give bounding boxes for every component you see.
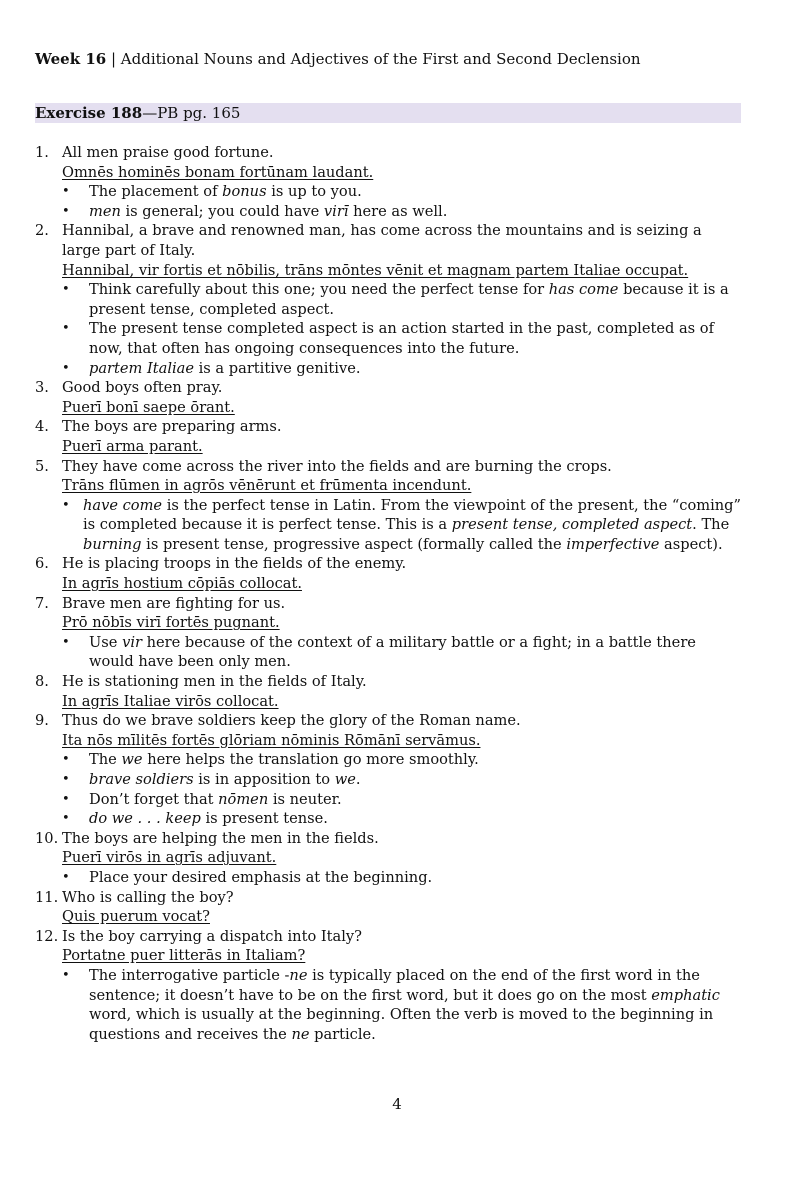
note-text: is up to you. [266,183,362,201]
note-text: . The [692,516,730,534]
header-title: Additional Nouns and Adjectives of the First and Second Declension [120,50,641,68]
note-text: word, which is usually at the beginning. Often the verb is moved to the beginning in questions and receives the [89,1006,714,1043]
latin-translation: Quis puerum vocat? [62,908,210,926]
note-text: here as well. [348,202,448,220]
english-sentence: Is the boy carrying a dispatch into Italy? [62,927,362,945]
note-text: Use [89,633,123,651]
emphasis-text: imperfective [566,535,660,553]
item-number: 5. [35,457,49,475]
english-sentence: Who is calling the boy? [62,888,234,906]
emphasis-text: partem Italiae [89,359,194,377]
note-item [62,770,741,790]
note-text: is neuter. [268,790,342,808]
emphasis-text: do we . . . keep [89,810,201,828]
bullet-icon: • [62,791,70,807]
latin-translation: Puerī arma parant. [62,437,203,455]
latin-translation: Hannibal, vir fortis et nōbilis, trāns mōntes vēnit et magnam partem Italiae occupat. [62,261,689,279]
emphasis-text: have come [83,496,163,514]
english-sentence: Thus do we brave soldiers keep the glory of the Roman name. [62,712,521,730]
week-label: Week 16 [35,50,107,68]
bullet-icon: • [62,967,70,983]
emphasis-text: we [121,751,143,769]
note-text: Don’t forget that [89,790,219,808]
note-item [62,182,741,202]
note-list [62,182,741,221]
note-text: aspect). [659,535,723,553]
latin-translation: Puerī virōs in agrīs adjuvant. [62,849,277,867]
note-item [62,790,741,810]
note-text: The present tense completed aspect is an action started in the past, completed as of now, that often has ongoing consequences into the future. [89,320,714,357]
english-sentence: The boys are helping the men in the fields. [62,829,379,847]
emphasis-text: brave soldiers [89,771,194,788]
latin-translation: In agrīs Italiae virōs collocat. [62,692,279,710]
item-number: 6. [35,555,49,573]
english-sentence: He is stationing men in the fields of Italy. [62,673,367,691]
item-number: 7. [35,594,49,612]
emphasis-text: virī [323,202,349,220]
note-text: is general; you could have [120,202,324,220]
note-list [62,966,741,1044]
note-item [62,750,741,770]
bullet-icon: • [62,869,70,885]
exercise-item [35,457,741,555]
english-sentence: The boys are preparing arms. [62,418,282,436]
exercise-item [35,711,741,829]
emphasis-text: vir [122,633,142,651]
exercise-item [35,672,741,711]
note-list [62,496,741,555]
bullet-icon: • [62,184,70,200]
exercise-item [35,221,741,378]
exercise-items [35,143,741,1044]
note-text: Think carefully about this one; you need the perfect tense for [89,281,549,299]
bullet-icon: • [62,811,70,827]
note-text: is the perfect tense in Latin. From the viewpoint of the present, the “coming” is completed because it is perfect tense. This is a [83,496,741,534]
latin-translation: Omnēs hominēs bonam fortūnam laudant. [62,163,374,181]
english-sentence: Good boys often pray. [62,379,223,397]
emphasis-text: bonus [222,183,267,201]
note-item [62,966,741,1044]
latin-translation: Prō nōbīs virī fortēs pugnant. [62,614,280,632]
note-text: The [89,751,122,769]
exercise-item [35,417,741,456]
item-number: 4. [35,418,49,436]
emphasis-text: ne [291,1025,310,1043]
latin-translation: In agrīs hostium cōpiās collocat. [62,575,302,593]
item-number: 9. [35,712,49,730]
note-list [62,280,741,378]
note-item [62,809,741,829]
item-number: 11. [35,888,59,906]
note-item [62,868,741,888]
page-number: 4 [392,1095,402,1113]
exercise-item [35,143,741,221]
note-item [62,633,741,672]
emphasis-text: men [89,202,121,220]
emphasis-text: has come [548,281,619,299]
emphasis-text: nōmen [218,790,269,808]
english-sentence: They have come across the river into the fields and are burning the crops. [62,457,612,475]
item-number: 2. [35,222,49,240]
exercise-item [35,888,741,927]
note-text: is present tense, progressive aspect (formally called the [141,535,567,553]
english-sentence: He is placing troops in the fields of the enemy. [62,555,407,573]
emphasis-text: emphatic [651,986,720,1004]
english-sentence: Hannibal, a brave and renowned man, has come across the mountains and is seizing a large part of Italy. [62,222,702,259]
note-text: . [355,771,361,788]
bullet-icon: • [62,282,70,298]
exercise-item [35,927,741,1045]
exercise-item [35,829,741,888]
note-text: is in apposition to [193,771,335,788]
note-text: because it is a present tense, completed aspect. [89,281,729,318]
note-list [62,633,741,672]
exercise-heading [35,103,741,123]
exercise-label: Exercise 188 [35,104,143,122]
bullet-icon: • [62,360,70,376]
note-text: particle. [309,1025,376,1043]
note-text: The placement of [89,183,223,201]
english-sentence: All men praise good fortune. [62,144,274,161]
header-separator: | [106,50,121,68]
note-item [62,319,741,358]
bullet-icon: • [62,203,70,219]
exercise-item [35,554,741,593]
item-number: 1. [35,144,49,161]
note-item [62,359,741,379]
item-number: 10. [35,829,59,847]
bullet-icon: • [62,634,70,650]
note-item [62,280,741,319]
item-number: 3. [35,379,49,397]
latin-translation: Puerī bonī saepe ōrant. [62,398,235,416]
exercise-item [35,378,741,417]
bullet-icon: • [62,321,70,337]
latin-translation: Portatne puer litterās in Italiam? [62,947,306,965]
note-text: The interrogative particle - [89,966,290,984]
note-list [62,868,741,888]
note-item [62,202,741,222]
note-text: here because of the context of a military battle or a fight; in a battle there would have been only men. [89,633,696,671]
note-text: here helps the translation go more smoothly. [142,751,479,769]
latin-translation: Ita nōs mīlitēs fortēs glōriam nōminis Rōmānī servāmus. [62,731,481,749]
bullet-icon: • [62,772,70,787]
english-sentence: Brave men are fighting for us. [62,594,286,612]
note-list [62,750,741,828]
emphasis-text: we [334,771,356,788]
note-text: is typically placed on the end of the first word in the sentence; it doesn’t have to be on the first word, but it does go on the most [89,966,700,1004]
item-number: 12. [35,927,59,945]
latin-translation: Trāns flūmen in agrōs vēnērunt et frūmenta incendunt. [62,477,472,495]
exercise-ref: —PB pg. 165 [142,104,241,122]
note-item [62,496,741,555]
emphasis-text: burning [83,535,142,553]
bullet-icon: • [62,497,70,513]
item-number: 8. [35,673,49,691]
note-text: Place your desired emphasis at the beginning. [89,868,433,886]
bullet-icon: • [62,752,70,768]
exercise-item [35,594,741,672]
note-text: is a partitive genitive. [194,359,361,377]
note-text: is present tense. [200,810,328,828]
emphasis-text: ne [289,966,308,984]
emphasis-text: present tense, completed aspect [451,516,693,534]
page-header [35,50,641,68]
